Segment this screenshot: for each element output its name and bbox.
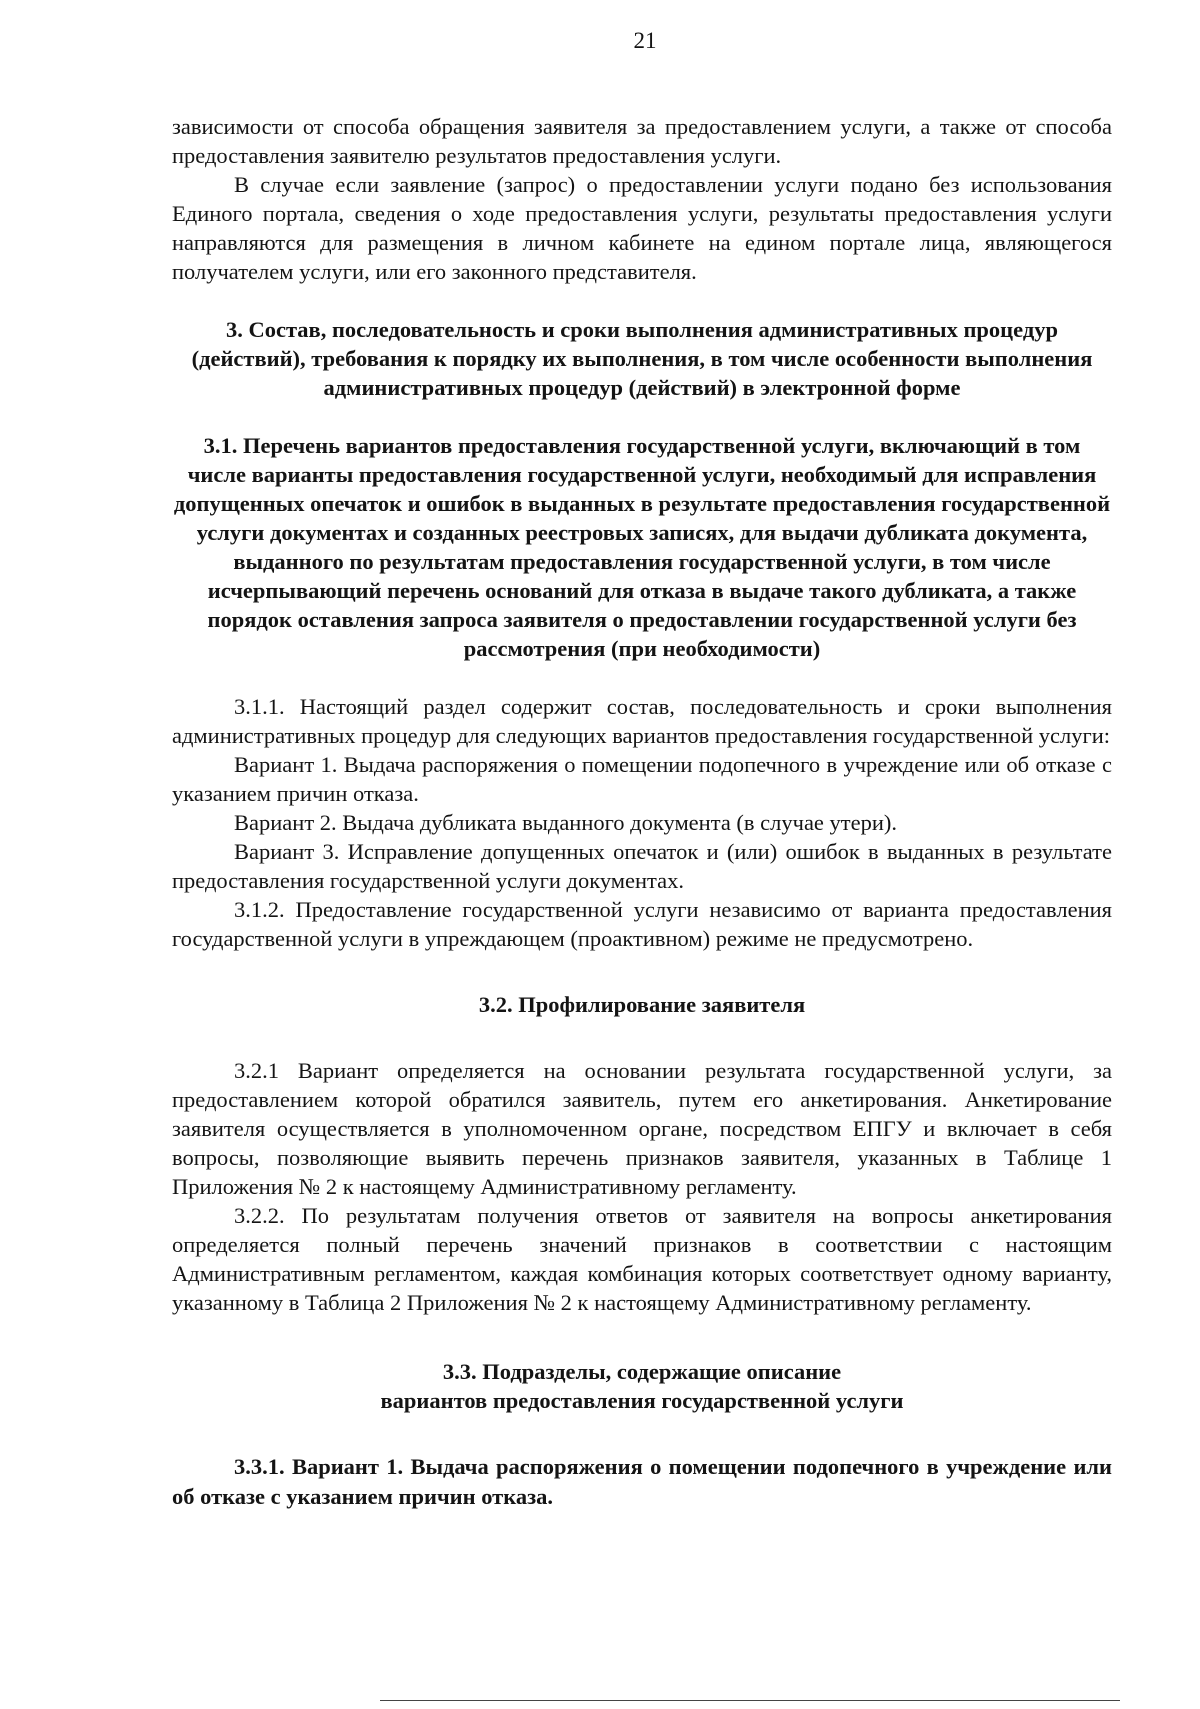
section-3-1-heading: 3.1. Перечень вариантов предоставления государственной услуги, включающий в том числе варианты предоставления государственной услуги, необходимый для исправления допущенных опечаток и ошибок в выданных в результате предоставления государственной услуги документах и созданных реестровых записях, для выдачи дубликата документа, выданного по результатам предоставления государственной услуги, в том числе исчерпывающий перечень оснований для отказа в выдаче такого дубликата, а также порядок оставления запроса заявителя о предоставлении государственной услуги без рассмотрения (при необходимости) (173, 433, 1111, 661)
variant-1-paragraph: Вариант 1. Выдача распоряжения о помещении подопечного в учреждение или об отказе с указанием причин отказа. (172, 752, 1112, 806)
section-3-1-1-paragraph: 3.1.1. Настоящий раздел содержит состав, последовательность и сроки выполнения административных процедур для следующих вариантов предоставления государственной услуги: (172, 694, 1112, 748)
section-3-2-1-paragraph: 3.2.1 Вариант определяется на основании результата государственной услуги, за предоставлением которой обратился заявитель, путем его анкетирования. Анкетирование заявителя осуществляется в уполномоченном органе, посредством ЕПГУ и включает в себя вопросы, позволяющие выявить перечень признаков заявителя, указанных в Таблице 1 Приложения № 2 к настоящему Административному регламенту. (172, 1058, 1112, 1199)
page-number: 21 (633, 28, 657, 53)
section-3-3-heading-line-1: 3.3. Подразделы, содержащие описание (442, 1359, 842, 1384)
section-3-2-heading: 3.2. Профилирование заявителя (478, 992, 806, 1017)
variant-2-paragraph: Вариант 2. Выдача дубликата выданного документа (в случае утери). (234, 810, 898, 835)
section-3-1-2-paragraph: 3.1.2. Предоставление государственной услуги независимо от варианта предоставления государственной услуги в упреждающем (проактивном) режиме не предусмотрено. (172, 897, 1112, 951)
intro-paragraph-1: зависимости от способа обращения заявителя за предоставлением услуги, а также от способа предоставления заявителю результатов предоставления услуги. (172, 114, 1112, 168)
footer-rule (380, 1700, 1120, 1701)
section-3-heading: 3. Состав, последовательность и сроки выполнения административных процедур (действий), требования к порядку их выполнения, в том числе особенности выполнения административных процедур (действий) в электронной форме (191, 317, 1093, 400)
intro-paragraph-2: В случае если заявление (запрос) о предоставлении услуги подано без использования Единого портала, сведения о ходе предоставления услуги, результаты предоставления услуги направляются для размещения в личном кабинете на едином портале лица, являющегося получателем услуги, или его законного представителя. (172, 172, 1112, 284)
section-3-3-heading (172, 1357, 1112, 1415)
variant-3-paragraph: Вариант 3. Исправление допущенных опечаток и (или) ошибок в выданных в результате предоставления государственной услуги документах. (172, 839, 1112, 893)
section-3-3-1-paragraph: 3.3.1. Вариант 1. Выдача распоряжения о помещении подопечного в учреждение или об отказе с указанием причин отказа. (172, 1454, 1112, 1509)
section-3-3-heading-line-2: вариантов предоставления государственной услуги (380, 1388, 904, 1413)
section-3-2-2-paragraph: 3.2.2. По результатам получения ответов от заявителя на вопросы анкетирования определяется полный перечень значений признаков в соответствии с настоящим Административным регламентом, каждая комбинация которых соответствует одному варианту, указанному в Таблица 2 Приложения № 2 к настоящему Административному регламенту. (172, 1203, 1112, 1315)
document-body (172, 112, 1112, 1512)
